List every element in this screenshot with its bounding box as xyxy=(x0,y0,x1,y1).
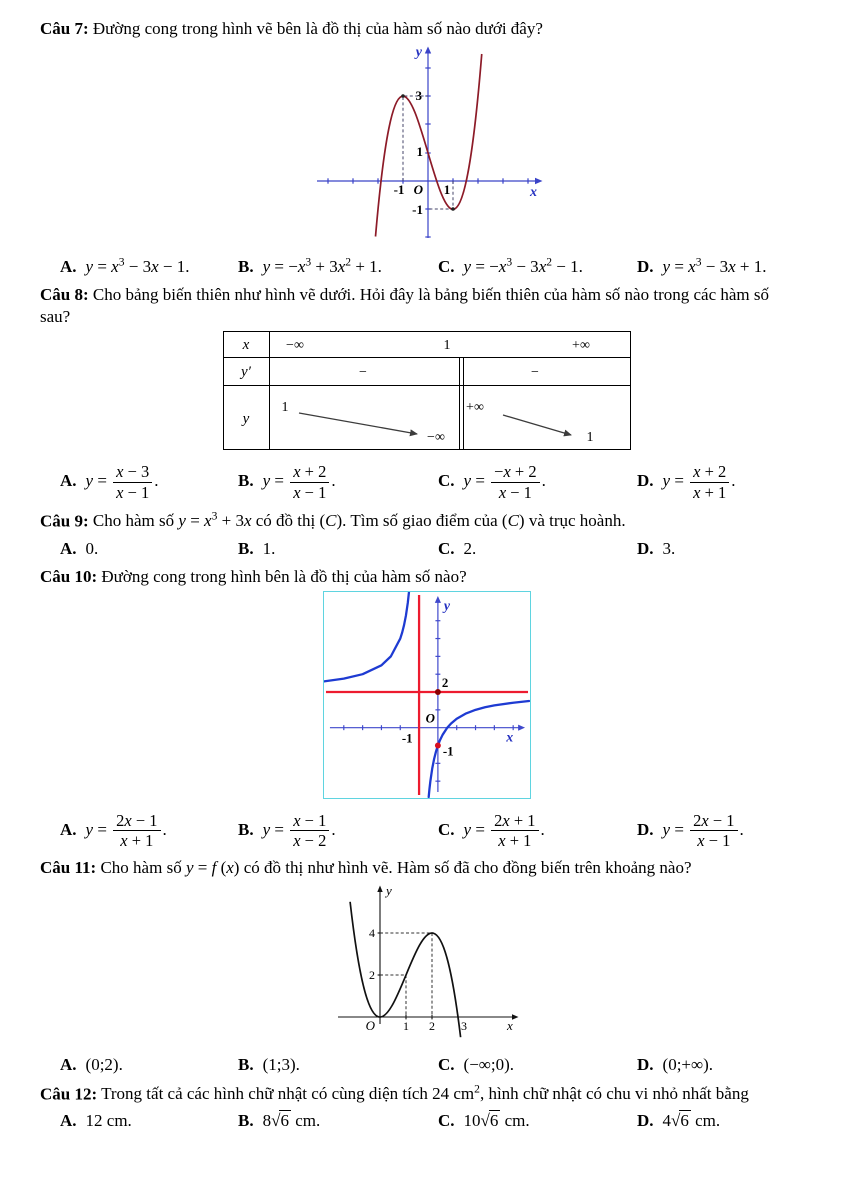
q10-option-c-letter: C. xyxy=(438,819,455,839)
origin-label: O xyxy=(365,1017,375,1033)
question-9-body: Cho hàm số $y = x^3 + 3x$ có đồ thị (C). Tìm số giao điểm của (C) và trục hoành. xyxy=(92,509,626,531)
q11-option-c-body: (−∞;0). xyxy=(463,1054,515,1074)
q7-option-a-letter: A. xyxy=(60,256,77,276)
origin-label: O xyxy=(413,182,423,198)
q10-option-b-letter: B. xyxy=(238,819,254,839)
y-axis-label: y xyxy=(415,45,422,61)
question-10-options xyxy=(60,810,854,852)
point-0-minus1 xyxy=(435,742,441,748)
q8-option-d-body: y = $\frac{x + 2}{x + 1}$ . xyxy=(662,462,736,502)
hyperbola-branch-left xyxy=(324,592,409,681)
question-8-options xyxy=(60,461,854,503)
q11-option-b xyxy=(238,1054,438,1076)
q7-option-c xyxy=(438,254,637,278)
y-axis-arrow-icon xyxy=(435,596,441,603)
tick-minus1-label: -1 xyxy=(411,202,423,218)
x-3-label: 3 xyxy=(461,1018,467,1033)
question-11-label: Câu 11: xyxy=(40,858,97,878)
y-right-top-value: +∞ xyxy=(466,400,484,416)
row-yprime-label: y′ xyxy=(241,364,251,381)
y-axis-label: y xyxy=(443,597,450,613)
variation-table-svg xyxy=(223,331,631,450)
q9-option-a xyxy=(60,538,238,560)
question-11-options xyxy=(60,1054,854,1076)
question-11-body: Cho hàm số y = f (x) có đồ thị như hình vẽ. Hàm số đã cho đồng biến trên khoảng nào? xyxy=(100,858,692,878)
question-7-options xyxy=(60,254,854,278)
x-1-label: 1 xyxy=(443,182,450,198)
q12-option-a xyxy=(60,1110,238,1132)
row-y-label: y xyxy=(242,411,250,428)
q12-option-d xyxy=(637,1110,854,1132)
q12-option-b-letter: B. xyxy=(238,1111,254,1131)
q8-option-c xyxy=(438,461,637,503)
decreasing-arrow-left-icon xyxy=(299,413,417,434)
cubic-graph-figure xyxy=(0,43,854,249)
q10-option-d-letter: D. xyxy=(637,819,654,839)
x-axis-label: x xyxy=(506,729,514,745)
q12-option-d-letter: D. xyxy=(637,1111,654,1131)
x-axis-arrow-icon xyxy=(518,724,525,730)
q8-option-b-body: y = $\frac{x + 2}{x - 1}$ . xyxy=(262,462,336,502)
question-12-label: Câu 12: xyxy=(40,1084,98,1104)
question-12-text xyxy=(40,1082,798,1106)
q11-option-c xyxy=(438,1054,637,1076)
question-10-body: Đường cong trong hình bên là đồ thị của hàm số nào? xyxy=(101,566,467,586)
variation-table-figure xyxy=(0,331,854,456)
q12-option-a-letter: A. xyxy=(60,1111,77,1131)
x-one: 1 xyxy=(443,338,451,354)
decreasing-arrow-right-icon xyxy=(503,415,571,435)
q12-option-b-body: 8√6 cm. xyxy=(262,1111,321,1131)
q7-option-d-body: $y = x^3 - 3x + 1$. xyxy=(662,255,767,276)
q9-option-d-letter: D. xyxy=(637,538,654,558)
y-axis-arrow-icon xyxy=(377,885,382,892)
q9-option-c-letter: C. xyxy=(438,538,455,558)
q10-option-d xyxy=(637,810,854,852)
q9-option-c xyxy=(438,538,637,560)
origin-label: O xyxy=(425,711,435,726)
q8-option-a-body: y = $\frac{x - 3}{x - 1}$ . xyxy=(85,462,159,502)
q9-option-d-body: 3. xyxy=(662,538,676,558)
q11-option-a-letter: A. xyxy=(60,1054,77,1074)
question-10 xyxy=(0,566,854,852)
question-8 xyxy=(0,284,854,503)
q11-option-c-letter: C. xyxy=(438,1054,455,1074)
q12-option-b xyxy=(238,1110,438,1132)
q12-option-d-body: 4√6 cm. xyxy=(662,1111,721,1131)
x-minus1-label: -1 xyxy=(393,182,404,198)
x-axis-arrow-icon xyxy=(512,1014,519,1019)
question-8-body: Cho bảng biến thiên như hình vẽ dưới. Hỏi đây là bảng biến thiên của hàm số nào trong các hàm số sau? xyxy=(40,284,770,327)
y-axis-arrow-icon xyxy=(424,47,430,54)
q10-option-c-body: y = $\frac{2x + 1}{x + 1}$ . xyxy=(463,810,545,851)
question-9 xyxy=(0,509,854,560)
q10-option-c xyxy=(438,810,637,852)
q7-option-b xyxy=(238,254,438,278)
yprime-sign-left: − xyxy=(359,365,367,381)
question-8-text xyxy=(40,284,798,328)
q7-option-c-body: $y = -x^3 - 3x^2 - 1$. xyxy=(463,255,583,276)
hyperbola-graph-figure xyxy=(0,591,854,805)
x-minus1-label: -1 xyxy=(401,731,413,746)
q9-option-a-body: 0. xyxy=(85,538,99,558)
question-11 xyxy=(0,857,854,1075)
q8-option-a xyxy=(60,461,238,503)
q10-option-b-body: y = $\frac{x - 1}{x - 2}$ . xyxy=(262,810,336,851)
q11-option-b-body: (1;3). xyxy=(262,1054,300,1074)
row-x-label: x xyxy=(242,337,250,354)
question-12-body: Trong tất cả các hình chữ nhật có cùng diện tích 24 $cm^2$, hình chữ nhật có chu vi nhỏ nhất bằng xyxy=(101,1082,749,1104)
q11-option-a-body: (0;2). xyxy=(85,1054,123,1074)
x-1-label: 1 xyxy=(403,1018,409,1033)
q9-option-c-body: 2. xyxy=(463,538,477,558)
q11-option-b-letter: B. xyxy=(238,1054,254,1074)
x-axis-label: x xyxy=(529,185,537,201)
q9-option-b-letter: B. xyxy=(238,538,254,558)
yprime-sign-right: − xyxy=(531,365,539,381)
question-7-text xyxy=(40,18,798,40)
question-9-options xyxy=(60,538,854,560)
q9-option-b-body: 1. xyxy=(262,538,276,558)
q11-option-d-letter: D. xyxy=(637,1054,654,1074)
local-max-point xyxy=(401,94,405,98)
y-axis-label: y xyxy=(386,882,392,898)
question-7-body: Đường cong trong hình vẽ bên là đồ thị của hàm số nào dưới đây? xyxy=(92,19,543,38)
q11-option-a xyxy=(60,1054,238,1076)
q8-option-d-letter: D. xyxy=(637,470,654,490)
q10-option-a-body: y = $\frac{2x - 1}{x + 1}$ . xyxy=(85,810,167,851)
q9-option-b xyxy=(238,538,438,560)
question-7-label: Câu 7: xyxy=(40,19,89,38)
x-2-label: 2 xyxy=(429,1018,435,1033)
y-left-bottom-value: −∞ xyxy=(427,430,445,446)
hyperbola-graph-svg xyxy=(323,591,531,799)
q7-option-d xyxy=(637,254,854,278)
q10-option-d-body: y = $\frac{2x - 1}{x - 1}$ . xyxy=(662,810,744,851)
q8-option-b-letter: B. xyxy=(238,470,254,490)
q7-option-b-letter: B. xyxy=(238,256,254,276)
question-12 xyxy=(0,1082,854,1133)
q9-option-d xyxy=(637,538,854,560)
question-8-label: Câu 8: xyxy=(40,284,89,304)
tick-2-label: 2 xyxy=(441,675,449,690)
fx-graph-svg xyxy=(332,883,522,1043)
x-axis-label: x xyxy=(507,1017,513,1033)
q12-option-c-letter: C. xyxy=(438,1111,455,1131)
q7-option-c-letter: C. xyxy=(438,256,455,276)
question-11-text xyxy=(40,857,798,879)
q11-option-d xyxy=(637,1054,854,1076)
q8-option-b xyxy=(238,461,438,503)
question-12-options xyxy=(60,1110,854,1132)
cubic-graph-svg xyxy=(311,43,544,243)
y-right-bottom-value: 1 xyxy=(586,430,594,446)
q8-option-c-letter: C. xyxy=(438,470,455,490)
q7-option-b-body: $y = -x^3 + 3x^2 + 1$. xyxy=(262,255,382,276)
q8-option-d xyxy=(637,461,854,503)
tick-1-label: 1 xyxy=(416,144,423,160)
local-min-point xyxy=(451,207,455,211)
q7-option-a-body: $y = x^3 - 3x - 1$. xyxy=(85,255,190,276)
q7-option-a xyxy=(60,254,238,278)
y-left-top-value: 1 xyxy=(281,400,289,416)
question-10-label: Câu 10: xyxy=(40,566,98,586)
x-neg-infinity: −∞ xyxy=(286,338,304,354)
question-10-text xyxy=(40,566,798,588)
tick-3-label: 3 xyxy=(415,88,422,104)
fx-graph-figure xyxy=(0,883,854,1049)
x-pos-infinity: +∞ xyxy=(572,338,590,354)
q10-option-b xyxy=(238,810,438,852)
curve-minus1-label: -1 xyxy=(442,744,454,759)
q12-option-a-body: 12 cm. xyxy=(85,1111,132,1131)
q7-option-d-letter: D. xyxy=(637,256,654,276)
q11-option-d-body: (0;+∞). xyxy=(662,1054,714,1074)
x-axis-arrow-icon xyxy=(535,178,543,184)
q8-option-a-letter: A. xyxy=(60,470,77,490)
q10-option-a-letter: A. xyxy=(60,819,77,839)
q12-option-c-body: 10√6 cm. xyxy=(463,1111,530,1131)
tick-2-label: 2 xyxy=(369,967,375,982)
q10-option-a xyxy=(60,810,238,852)
q9-option-a-letter: A. xyxy=(60,538,77,558)
q8-option-c-body: y = $\frac{-x + 2}{x - 1}$ . xyxy=(463,462,546,502)
q12-option-c xyxy=(438,1110,637,1132)
question-7 xyxy=(0,18,854,278)
point-0-2 xyxy=(435,689,441,695)
tick-4-label: 4 xyxy=(369,925,375,940)
question-9-label: Câu 9: xyxy=(40,511,89,531)
question-9-text xyxy=(40,509,798,533)
